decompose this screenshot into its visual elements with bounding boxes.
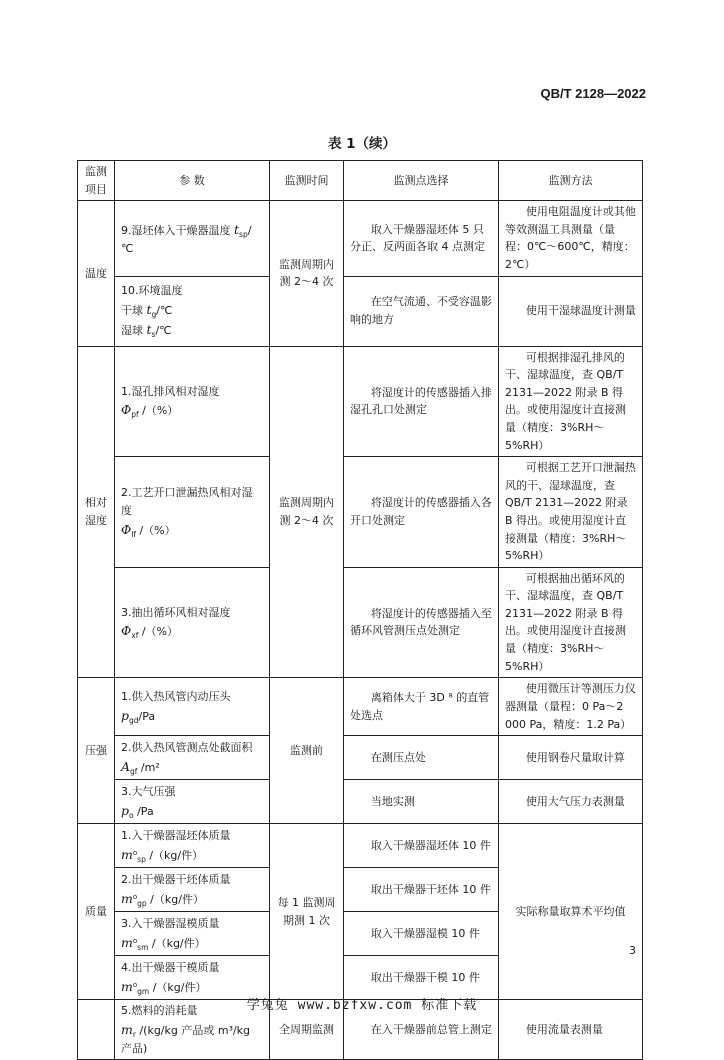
param-cell: 1.入干燥器湿坯体质量 $m^o_{sp}$ /（kg/件） bbox=[115, 824, 270, 868]
table-row bbox=[78, 678, 643, 736]
table-row bbox=[78, 201, 643, 276]
table-row bbox=[78, 824, 643, 868]
method-cell: 使用微压计等测压力仪器测量（量程：0 Pa～2 000 Pa，精度：1.2 Pa） bbox=[499, 678, 643, 736]
param-cell: 3.抽出循环风相对湿度 $\Phi_{xf}$ /（%） bbox=[115, 567, 270, 678]
table-row bbox=[78, 780, 643, 824]
point-cell: 将湿度计的传感器插入排湿孔孔口处测定 bbox=[344, 346, 499, 457]
param-cell: 3.大气压强 $p_o$ /Pa bbox=[115, 780, 270, 824]
table-row bbox=[78, 736, 643, 780]
table-row bbox=[78, 567, 643, 678]
param-cell: 5.燃料的消耗量 $m_r$ /(kg/kg 产品或 m³/kg 产品) bbox=[115, 1000, 270, 1060]
param-cell: 2.工艺开口泄漏热风相对湿度 $\Phi_{lf}$ /（%） bbox=[115, 457, 270, 568]
table-header-row bbox=[78, 161, 643, 201]
group-humidity: 相对 湿度 bbox=[78, 346, 115, 678]
point-cell: 将湿度计的传感器插入各开口处测定 bbox=[344, 457, 499, 568]
point-cell: 取出干燥器干坯体 10 件 bbox=[344, 868, 499, 912]
time-cell: 全周期监测 bbox=[270, 1000, 344, 1060]
time-cell: 每 1 监测周 期测 1 次 bbox=[270, 824, 344, 1000]
table-row bbox=[78, 346, 643, 457]
table-row bbox=[78, 276, 643, 346]
method-cell: 实际称量取算术平均值 bbox=[499, 824, 643, 1000]
page-number: 3 bbox=[629, 944, 636, 957]
method-cell: 使用大气压力表测量 bbox=[499, 780, 643, 824]
point-cell: 当地实测 bbox=[344, 780, 499, 824]
method-cell: 使用钢卷尺量取计算 bbox=[499, 736, 643, 780]
method-cell: 使用流量表测量 bbox=[499, 1000, 643, 1060]
method-cell: 可根据排湿孔排风的干、湿球温度，查 QB/T 2131—2022 附录 B 得出。或使用湿度计直接测量（精度：3%RH～5%RH） bbox=[499, 346, 643, 457]
point-cell: 取入干燥器湿模 10 件 bbox=[344, 912, 499, 956]
param-cell: 9.湿坯体入干燥器温度 $t_{sp}/℃$ bbox=[115, 201, 270, 276]
time-cell: 监测周期内 测 2～4 次 bbox=[270, 346, 344, 678]
point-cell: 取入干燥器湿坯体 10 件 bbox=[344, 824, 499, 868]
table-row bbox=[78, 457, 643, 568]
header-method: 监测方法 bbox=[499, 161, 643, 201]
param-cell: 2.供入热风管测点处截面积 $A_{gf}$ /m² bbox=[115, 736, 270, 780]
monitoring-table bbox=[77, 160, 643, 1060]
header-item: 监测 项目 bbox=[78, 161, 115, 201]
group-pressure: 压强 bbox=[78, 678, 115, 824]
method-cell: 可根据工艺开口泄漏热风的干、湿球温度，查 QB/T 2131—2022 附录 B 得出。或使用湿度计直接测量（精度：3%RH～5%RH） bbox=[499, 457, 643, 568]
param-cell: 4.出干燥器干模质量 $m^o_{gm}$ /（kg/件） bbox=[115, 956, 270, 1000]
time-cell: 监测周期内 测 2～4 次 bbox=[270, 201, 344, 346]
point-cell: 将湿度计的传感器插入至循环风管测压点处测定 bbox=[344, 567, 499, 678]
point-cell: 在入干燥器前总管上测定 bbox=[344, 1000, 499, 1060]
param-cell: 1.湿孔排风相对湿度 $\Phi_{pf}$ /（%） bbox=[115, 346, 270, 457]
watermark-footer: 学兔兔 www.bzfxw.com 标准下载 bbox=[246, 998, 478, 1013]
group-temperature: 温度 bbox=[78, 201, 115, 346]
header-time: 监测时间 bbox=[270, 161, 344, 201]
time-cell: 监测前 bbox=[270, 678, 344, 824]
param-cell: 2.出干燥器干坯体质量 $m^o_{gp}$ /（kg/件） bbox=[115, 868, 270, 912]
header-param: 参 数 bbox=[115, 161, 270, 201]
param-cell: 1.供入热风管内动压头 $p_{gd}/Pa$ bbox=[115, 678, 270, 736]
point-cell: 取出干燥器干模 10 件 bbox=[344, 956, 499, 1000]
group-mass: 质量 bbox=[78, 824, 115, 1000]
table-caption: 表 1（续） bbox=[327, 136, 397, 152]
method-cell: 使用电阻温度计或其他等效测温工具测量（量程：0℃～600℃，精度：2℃） bbox=[499, 201, 643, 276]
standard-code: QB/T 2128—2022 bbox=[540, 86, 646, 101]
method-cell: 使用干湿球温度计测量 bbox=[499, 276, 643, 346]
point-cell: 离箱体大于 3D ⁸ 的直管处选点 bbox=[344, 678, 499, 736]
param-cell: 10.环境温度 干球 $t_g/℃$ 湿球 $t_s/℃$ bbox=[115, 276, 270, 346]
point-cell: 在空气流通、不受容温影响的地方 bbox=[344, 276, 499, 346]
method-cell: 可根据抽出循环风的干、湿球温度，查 QB/T 2131—2022 附录 B 得出。或使用湿度计直接测量（精度：3%RH～5%RH） bbox=[499, 567, 643, 678]
point-cell: 在测压点处 bbox=[344, 736, 499, 780]
param-cell: 3.入干燥器湿模质量 $m^o_{sm}$ /（kg/件） bbox=[115, 912, 270, 956]
header-point: 监测点选择 bbox=[344, 161, 499, 201]
point-cell: 取入干燥器湿坯体 5 只分正、反两面各取 4 点测定 bbox=[344, 201, 499, 276]
